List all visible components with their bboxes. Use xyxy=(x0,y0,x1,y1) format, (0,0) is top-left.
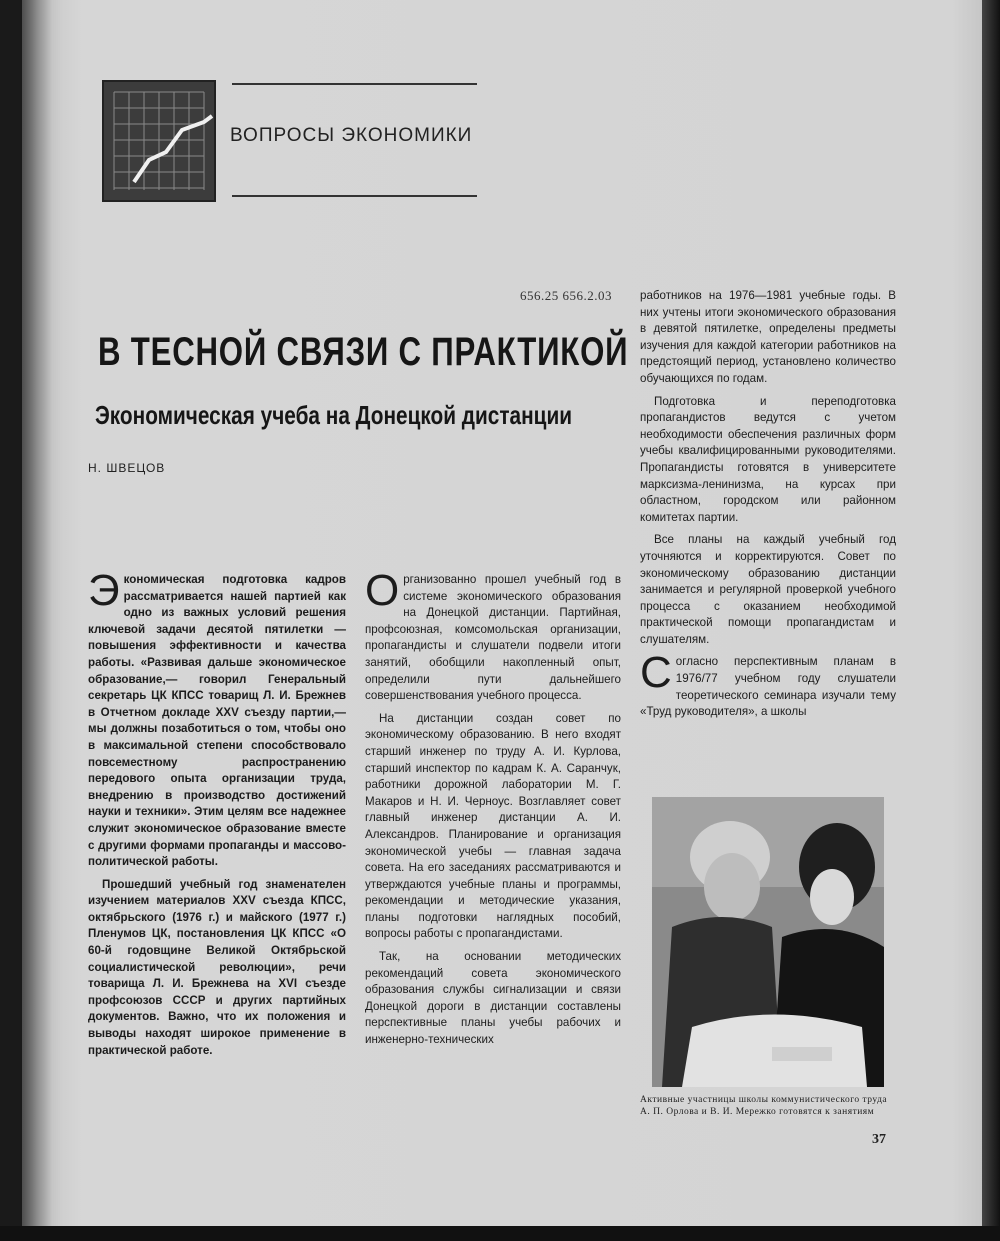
article-author: Н. ШВЕЦОВ xyxy=(88,461,166,475)
paragraph: Прошедший учебный год знаменателен изучением материалов XXV съезда КПСС, октябрьского (1976 г.) и майского (1977 г.) Пленумов ЦК, постановления ЦК КПСС «О 60-й годовщине Великой Октябрьской социалистической революции», речи товарища Л. И. Брежнева на XVI съезде профсоюзов СССР и других партийных документов. Важно, что их положения и выводы находят широкое применение в практической работе. xyxy=(88,877,346,1057)
paragraph: Все планы на каждый учебный год уточняются и корректируются. Совет по экономическому образованию дистанции занимается и регулярной проверкой учебного процесса с оказанием необходимой практической помощи пропагандистам и слушателям. xyxy=(640,533,896,646)
drop-cap: О xyxy=(365,566,400,615)
rubric-rule-bottom xyxy=(232,195,477,197)
paragraph xyxy=(88,566,346,871)
text-column-1 xyxy=(88,566,346,1065)
article-subtitle: Экономическая учеба на Донецкой дистанции xyxy=(95,400,573,430)
rubric-rule-top xyxy=(232,83,477,85)
page-edge-right xyxy=(982,0,1000,1241)
drop-cap: Э xyxy=(88,566,120,615)
photo-caption: Активные участницы школы коммунистического труда А. П. Орлова и В. И. Мережко готовятся к занятиям xyxy=(640,1095,888,1117)
paragraph-text: огласно перспективным планам в 1976/77 учебном году слушатели теоретического семинара изучали тему «Труд руководителя», а школы xyxy=(640,655,896,719)
paragraph: Подготовка и переподготовка пропагандистов ведутся с учетом необходимости обеспечения различных форм учебы квалифицированными руководителями. Пропагандисты готовятся в университете марксизма-ленинизма, на курсах при областном, городском или районном комитетах партии. xyxy=(640,394,896,524)
page-edge-bottom xyxy=(0,1226,1000,1241)
paragraph-text: рганизованно прошел учебный год в системе экономического образования на Донецкой дистанции. Партийная, профсоюзная, комсомольская организации, пропагандисты и слушатели подвели итоги занятий, обобщили накопленный опыт, определили пути дальнейшего совершенствования учебного процесса. xyxy=(365,573,621,703)
article-title: В ТЕСНОЙ СВЯЗИ С ПРАКТИКОЙ xyxy=(98,330,629,374)
rubric-title: ВОПРОСЫ ЭКОНОМИКИ xyxy=(230,125,473,146)
paragraph: На дистанции создан совет по экономическому образованию. В него входят старший инженер по труду А. И. Курлова, старший инспектор по кадрам К. А. Саранчук, работники дорожной лаборатории М. Г. Макаров и Н. И. Черноус. Возглавляет совет главный инженер дистанции А. И. Александров. Планирование и организация экономической учебы — главная задача совета. На его заседаниях рассматриваются и утверждаются учебные планы и программы, рекомендации и методические указания, планы подготовки наглядных пособий, вопросы работы с пропагандистами. xyxy=(365,711,621,941)
text-column-2 xyxy=(365,566,621,1055)
paragraph-text: кономическая подготовка кадров рассматривается нашей партией как одно из важных условий решения ключевой задачи десятой пятилетки — повышения эффективности и качества работы. «Развивая дальше экономическое образование,— говорил Генеральный секретарь ЦК КПСС товарищ Л. И. Брежнев в Отчетном докладе XXV съезду партии,— мы должны позаботиться о том, чтобы оно в максимальной степени способствовало повсеместному распространению передового опыта организации труда, внедрению в производство достижений науки и техники». Этим целям все надежнее служит экономическое образование вместе с другими формами пропаганды и массово-политической работы. xyxy=(88,573,346,869)
udc-code: 656.25 656.2.03 xyxy=(520,288,612,303)
photo xyxy=(652,797,884,1087)
paragraph: работников на 1976—1981 учебные годы. В них учтены итоги экономического образования в девятой пятилетке, определены предметы изучения для каждой категории работников на предстоящий период, установлено количество обучающихся по годам. xyxy=(640,289,896,385)
drop-cap: С xyxy=(640,648,672,698)
paragraph: Так, на основании методических рекомендаций совета экономического образования службы сигнализации и связи Донецкой дороги в дистанции составлены перспективные планы учебы рабочих и инженерно-технических xyxy=(365,950,621,1047)
paragraph xyxy=(365,566,621,705)
paragraph xyxy=(640,648,896,720)
rising-graph-icon xyxy=(102,80,216,202)
page-number: 37 xyxy=(872,1132,886,1147)
text-column-3 xyxy=(640,288,896,727)
spine-shadow xyxy=(22,0,52,1226)
